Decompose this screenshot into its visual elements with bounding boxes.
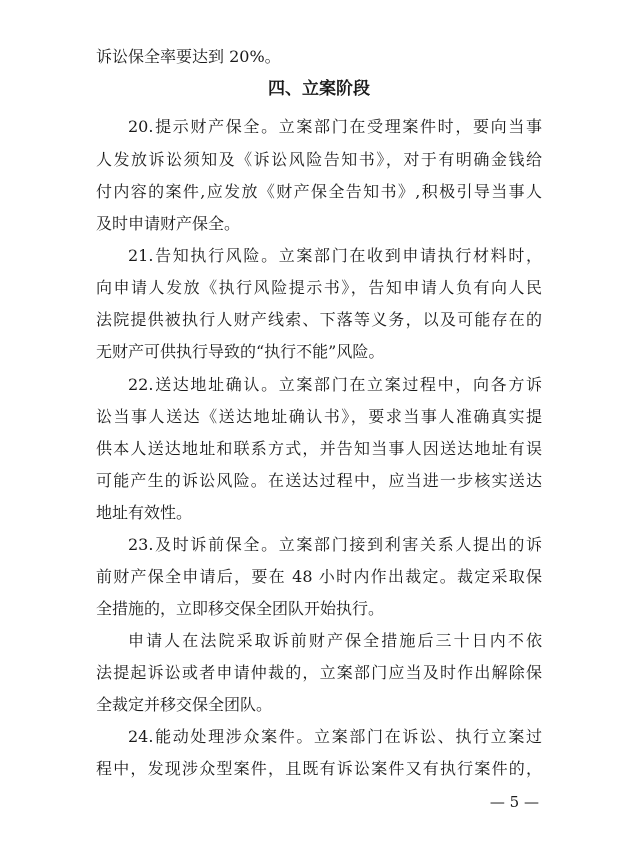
paragraph-23-line-1: 23.及时诉前保全。立案部门接到利害关系人提出的诉 [128,535,542,554]
paragraph-23-line-3: 全措施的，立即移交保全团队开始执行。 [96,599,385,618]
paragraph-23b-line-3: 全裁定并移交保全团队。 [96,695,273,714]
paragraph-21-line-4: 无财产可供执行导致的“执行不能”风险。 [96,342,385,361]
paragraph-22-line-3: 供本人送达地址和联系方式，并告知当事人因送达地址有误 [96,439,542,458]
page-number: — 5 — [489,793,539,811]
paragraph-20-line-2: 人发放诉讼须知及《诉讼风险告知书》，对于有明确金钱给 [96,150,542,169]
text-line-continuation: 诉讼保全率要达到 20%。 [96,47,281,66]
paragraph-22-line-1: 22.送达地址确认。立案部门在立案过程中，向各方诉 [128,375,542,394]
paragraph-23-line-2: 前财产保全申请后，要在 48 小时内作出裁定。裁定采取保 [96,567,542,586]
paragraph-20-line-4: 及时申请财产保全。 [96,214,241,233]
paragraph-20-line-1: 20.提示财产保全。立案部门在受理案件时，要向当事 [128,117,542,136]
section-heading: 四、立案阶段 [268,79,370,99]
paragraph-24-line-1: 24.能动处理涉众案件。立案部门在诉讼、执行立案过 [128,727,542,746]
paragraph-20-line-3: 付内容的案件,应发放《财产保全告知书》,积极引导当事人 [96,182,542,201]
paragraph-23b-line-2: 法提起诉讼或者申请仲裁的，立案部门应当及时作出解除保 [96,663,542,682]
paragraph-24-line-2: 程中，发现涉众型案件，且既有诉讼案件又有执行案件的， [96,759,542,778]
paragraph-22-line-5: 地址有效性。 [96,503,193,522]
paragraph-21-line-1: 21.告知执行风险。立案部门在收到申请执行材料时， [128,246,542,265]
paragraph-22-line-2: 讼当事人送达《送达地址确认书》，要求当事人准确真实提 [96,407,542,426]
paragraph-23b-line-1: 申请人在法院采取诉前财产保全措施后三十日内不依 [128,631,542,650]
paragraph-21-line-2: 向申请人发放《执行风险提示书》，告知申请人负有向人民 [96,278,542,297]
paragraph-21-line-3: 法院提供被执行人财产线索、下落等义务，以及可能存在的 [96,310,542,329]
paragraph-22-line-4: 可能产生的诉讼风险。在送达过程中，应当进一步核实送达 [96,471,542,490]
